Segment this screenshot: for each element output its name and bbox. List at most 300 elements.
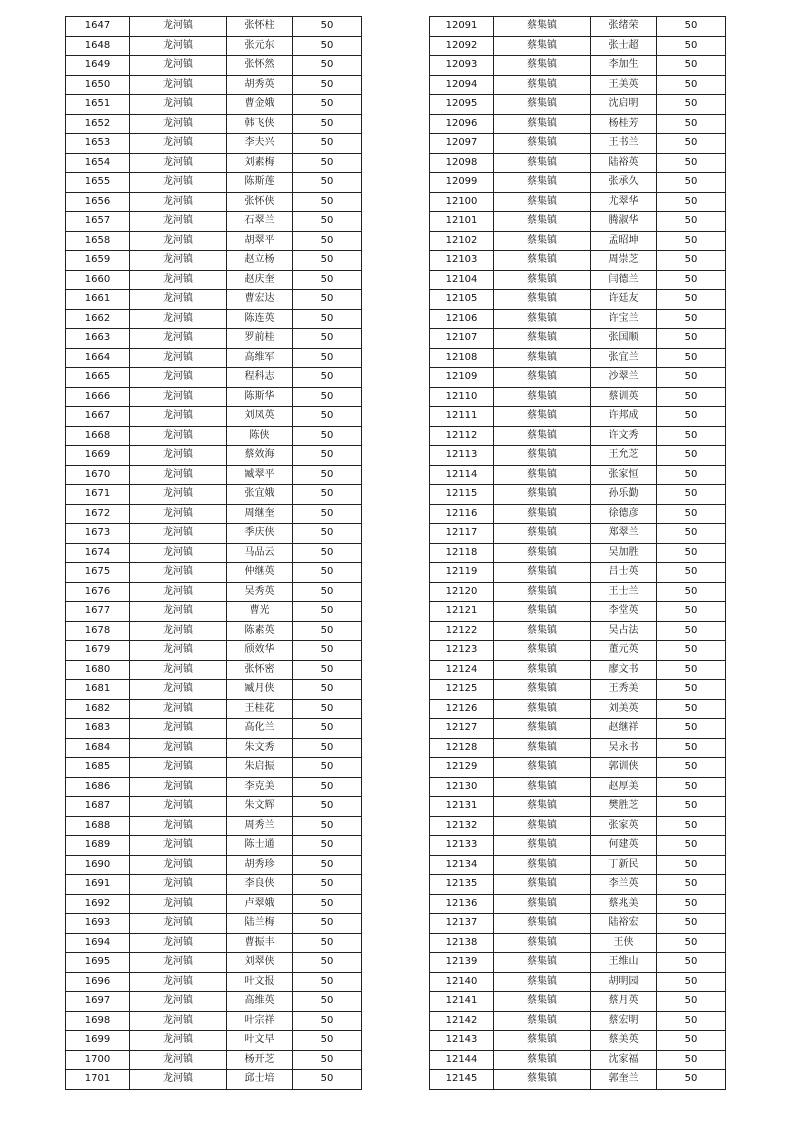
amount-cell: 50 <box>293 816 362 836</box>
amount-cell: 50 <box>657 1070 726 1090</box>
serial-number-cell: 12104 <box>430 270 494 290</box>
amount-cell: 50 <box>657 56 726 76</box>
serial-number-cell: 12118 <box>430 543 494 563</box>
township-cell: 龙河镇 <box>130 426 227 446</box>
table-row <box>66 524 362 544</box>
amount-cell: 50 <box>657 894 726 914</box>
township-cell: 龙河镇 <box>130 251 227 271</box>
amount-cell: 50 <box>657 992 726 1012</box>
name-cell: 郭训侠 <box>591 758 657 778</box>
table-row <box>66 95 362 115</box>
table-row <box>66 173 362 193</box>
serial-number-cell: 12098 <box>430 153 494 173</box>
township-cell: 龙河镇 <box>130 407 227 427</box>
serial-number-cell: 12135 <box>430 875 494 895</box>
amount-cell: 50 <box>293 1070 362 1090</box>
table-row <box>430 836 726 856</box>
name-cell: 陆裕英 <box>591 153 657 173</box>
serial-number-cell: 1659 <box>66 251 130 271</box>
table-row <box>66 407 362 427</box>
name-cell: 张家恒 <box>591 465 657 485</box>
serial-number-cell: 1699 <box>66 1031 130 1051</box>
name-cell: 吴占法 <box>591 621 657 641</box>
amount-cell: 50 <box>293 407 362 427</box>
township-cell: 龙河镇 <box>130 75 227 95</box>
serial-number-cell: 1673 <box>66 524 130 544</box>
township-cell: 蔡集镇 <box>494 485 591 505</box>
township-cell: 龙河镇 <box>130 1050 227 1070</box>
name-cell: 刘美英 <box>591 699 657 719</box>
township-cell: 龙河镇 <box>130 582 227 602</box>
amount-cell: 50 <box>657 855 726 875</box>
table-row <box>430 290 726 310</box>
name-cell: 颀效华 <box>227 641 293 661</box>
amount-cell: 50 <box>657 387 726 407</box>
township-cell: 龙河镇 <box>130 446 227 466</box>
amount-cell: 50 <box>657 17 726 37</box>
township-cell: 龙河镇 <box>130 875 227 895</box>
serial-number-cell: 1654 <box>66 153 130 173</box>
amount-cell: 50 <box>293 387 362 407</box>
township-cell: 蔡集镇 <box>494 270 591 290</box>
amount-cell: 50 <box>657 348 726 368</box>
serial-number-cell: 12111 <box>430 407 494 427</box>
serial-number-cell: 1647 <box>66 17 130 37</box>
name-cell: 胡秀英 <box>227 75 293 95</box>
serial-number-cell: 1658 <box>66 231 130 251</box>
table-row <box>66 894 362 914</box>
amount-cell: 50 <box>657 153 726 173</box>
name-cell: 董元英 <box>591 641 657 661</box>
table-row <box>66 1070 362 1090</box>
roster-table-right <box>429 16 726 1090</box>
serial-number-cell: 1692 <box>66 894 130 914</box>
serial-number-cell: 12142 <box>430 1011 494 1031</box>
name-cell: 王美英 <box>591 75 657 95</box>
amount-cell: 50 <box>293 231 362 251</box>
table-row <box>430 524 726 544</box>
roster-table-left <box>65 16 362 1090</box>
serial-number-cell: 1667 <box>66 407 130 427</box>
name-cell: 徐德彦 <box>591 504 657 524</box>
name-cell: 曹宏达 <box>227 290 293 310</box>
serial-number-cell: 1649 <box>66 56 130 76</box>
name-cell: 王侠 <box>591 933 657 953</box>
table-row <box>66 816 362 836</box>
amount-cell: 50 <box>293 329 362 349</box>
serial-number-cell: 12128 <box>430 738 494 758</box>
township-cell: 蔡集镇 <box>494 953 591 973</box>
township-cell: 蔡集镇 <box>494 602 591 622</box>
amount-cell: 50 <box>657 134 726 154</box>
township-cell: 蔡集镇 <box>494 875 591 895</box>
amount-cell: 50 <box>293 914 362 934</box>
table-row <box>66 836 362 856</box>
township-cell: 龙河镇 <box>130 836 227 856</box>
name-cell: 胡翠平 <box>227 231 293 251</box>
table-row <box>430 563 726 583</box>
name-cell: 张怀柱 <box>227 17 293 37</box>
township-cell: 蔡集镇 <box>494 1050 591 1070</box>
serial-number-cell: 1677 <box>66 602 130 622</box>
table-row <box>430 485 726 505</box>
serial-number-cell: 12125 <box>430 680 494 700</box>
serial-number-cell: 12122 <box>430 621 494 641</box>
table-row <box>66 251 362 271</box>
township-cell: 龙河镇 <box>130 348 227 368</box>
amount-cell: 50 <box>657 914 726 934</box>
amount-cell: 50 <box>293 368 362 388</box>
township-cell: 蔡集镇 <box>494 504 591 524</box>
name-cell: 李堂英 <box>591 602 657 622</box>
township-cell: 龙河镇 <box>130 621 227 641</box>
table-row <box>430 95 726 115</box>
township-cell: 龙河镇 <box>130 699 227 719</box>
name-cell: 王士兰 <box>591 582 657 602</box>
table-row <box>430 504 726 524</box>
name-cell: 赵庆奎 <box>227 270 293 290</box>
name-cell: 李夫兴 <box>227 134 293 154</box>
table-row <box>430 329 726 349</box>
name-cell: 王允芝 <box>591 446 657 466</box>
name-cell: 丁新民 <box>591 855 657 875</box>
serial-number-cell: 12108 <box>430 348 494 368</box>
amount-cell: 50 <box>293 17 362 37</box>
amount-cell: 50 <box>293 504 362 524</box>
township-cell: 龙河镇 <box>130 270 227 290</box>
township-cell: 蔡集镇 <box>494 836 591 856</box>
serial-number-cell: 1691 <box>66 875 130 895</box>
amount-cell: 50 <box>293 153 362 173</box>
table-row <box>66 270 362 290</box>
name-cell: 吴加胜 <box>591 543 657 563</box>
name-cell: 张怀侠 <box>227 192 293 212</box>
name-cell: 陆裕宏 <box>591 914 657 934</box>
township-cell: 蔡集镇 <box>494 134 591 154</box>
township-cell: 龙河镇 <box>130 134 227 154</box>
township-cell: 蔡集镇 <box>494 1011 591 1031</box>
table-row <box>66 797 362 817</box>
township-cell: 龙河镇 <box>130 1070 227 1090</box>
amount-cell: 50 <box>657 758 726 778</box>
township-cell: 龙河镇 <box>130 972 227 992</box>
amount-cell: 50 <box>657 641 726 661</box>
amount-cell: 50 <box>293 719 362 739</box>
serial-number-cell: 12139 <box>430 953 494 973</box>
name-cell: 陆兰梅 <box>227 914 293 934</box>
serial-number-cell: 12131 <box>430 797 494 817</box>
township-cell: 龙河镇 <box>130 797 227 817</box>
township-cell: 龙河镇 <box>130 738 227 758</box>
name-cell: 陈素英 <box>227 621 293 641</box>
serial-number-cell: 12134 <box>430 855 494 875</box>
table-row <box>430 56 726 76</box>
township-cell: 龙河镇 <box>130 524 227 544</box>
township-cell: 龙河镇 <box>130 114 227 134</box>
township-cell: 蔡集镇 <box>494 329 591 349</box>
name-cell: 张宜娥 <box>227 485 293 505</box>
table-row <box>66 36 362 56</box>
name-cell: 胡秀珍 <box>227 855 293 875</box>
serial-number-cell: 12121 <box>430 602 494 622</box>
serial-number-cell: 1669 <box>66 446 130 466</box>
township-cell: 龙河镇 <box>130 855 227 875</box>
amount-cell: 50 <box>293 173 362 193</box>
township-cell: 龙河镇 <box>130 192 227 212</box>
name-cell: 周继奎 <box>227 504 293 524</box>
table-row <box>430 387 726 407</box>
serial-number-cell: 1662 <box>66 309 130 329</box>
name-cell: 马品云 <box>227 543 293 563</box>
name-cell: 王桂花 <box>227 699 293 719</box>
township-cell: 蔡集镇 <box>494 543 591 563</box>
name-cell: 陈侠 <box>227 426 293 446</box>
table-row <box>430 758 726 778</box>
township-cell: 蔡集镇 <box>494 816 591 836</box>
serial-number-cell: 12114 <box>430 465 494 485</box>
serial-number-cell: 1701 <box>66 1070 130 1090</box>
table-row <box>430 1011 726 1031</box>
township-cell: 蔡集镇 <box>494 797 591 817</box>
table-row <box>66 777 362 797</box>
serial-number-cell: 1695 <box>66 953 130 973</box>
township-cell: 蔡集镇 <box>494 75 591 95</box>
name-cell: 尤翠华 <box>591 192 657 212</box>
serial-number-cell: 12110 <box>430 387 494 407</box>
table-row <box>66 582 362 602</box>
name-cell: 朱启振 <box>227 758 293 778</box>
serial-number-cell: 12132 <box>430 816 494 836</box>
township-cell: 蔡集镇 <box>494 680 591 700</box>
serial-number-cell: 12091 <box>430 17 494 37</box>
amount-cell: 50 <box>293 309 362 329</box>
township-cell: 蔡集镇 <box>494 719 591 739</box>
table-row <box>430 1070 726 1090</box>
township-cell: 蔡集镇 <box>494 446 591 466</box>
table-row <box>430 875 726 895</box>
amount-cell: 50 <box>657 251 726 271</box>
township-cell: 蔡集镇 <box>494 524 591 544</box>
name-cell: 张宜兰 <box>591 348 657 368</box>
table-row <box>66 309 362 329</box>
table-row <box>66 972 362 992</box>
amount-cell: 50 <box>293 992 362 1012</box>
name-cell: 陈士通 <box>227 836 293 856</box>
amount-cell: 50 <box>657 231 726 251</box>
township-cell: 蔡集镇 <box>494 251 591 271</box>
name-cell: 石翠兰 <box>227 212 293 232</box>
serial-number-cell: 12127 <box>430 719 494 739</box>
table-row <box>66 290 362 310</box>
township-cell: 龙河镇 <box>130 231 227 251</box>
serial-number-cell: 12126 <box>430 699 494 719</box>
name-cell: 张绪荣 <box>591 17 657 37</box>
table-row <box>66 426 362 446</box>
table-row <box>66 56 362 76</box>
name-cell: 何建英 <box>591 836 657 856</box>
amount-cell: 50 <box>293 699 362 719</box>
township-cell: 蔡集镇 <box>494 894 591 914</box>
amount-cell: 50 <box>293 855 362 875</box>
serial-number-cell: 1675 <box>66 563 130 583</box>
name-cell: 周秀兰 <box>227 816 293 836</box>
serial-number-cell: 1688 <box>66 816 130 836</box>
amount-cell: 50 <box>657 426 726 446</box>
amount-cell: 50 <box>657 173 726 193</box>
amount-cell: 50 <box>657 75 726 95</box>
table-row <box>430 231 726 251</box>
amount-cell: 50 <box>657 621 726 641</box>
table-row <box>430 621 726 641</box>
amount-cell: 50 <box>657 933 726 953</box>
table-row <box>430 407 726 427</box>
name-cell: 张国顺 <box>591 329 657 349</box>
amount-cell: 50 <box>293 426 362 446</box>
serial-number-cell: 12138 <box>430 933 494 953</box>
name-cell: 张士超 <box>591 36 657 56</box>
serial-number-cell: 12123 <box>430 641 494 661</box>
serial-number-cell: 1700 <box>66 1050 130 1070</box>
township-cell: 蔡集镇 <box>494 933 591 953</box>
township-cell: 龙河镇 <box>130 660 227 680</box>
serial-number-cell: 1665 <box>66 368 130 388</box>
serial-number-cell: 1661 <box>66 290 130 310</box>
table-row <box>430 719 726 739</box>
amount-cell: 50 <box>657 816 726 836</box>
table-row <box>430 348 726 368</box>
amount-cell: 50 <box>293 836 362 856</box>
table-row <box>66 738 362 758</box>
name-cell: 周崇芝 <box>591 251 657 271</box>
amount-cell: 50 <box>657 972 726 992</box>
serial-number-cell: 12096 <box>430 114 494 134</box>
table-row <box>66 134 362 154</box>
table-row <box>430 602 726 622</box>
serial-number-cell: 12133 <box>430 836 494 856</box>
name-cell: 曹光 <box>227 602 293 622</box>
table-row <box>430 972 726 992</box>
township-cell: 蔡集镇 <box>494 660 591 680</box>
name-cell: 李克美 <box>227 777 293 797</box>
name-cell: 叶宗祥 <box>227 1011 293 1031</box>
amount-cell: 50 <box>293 134 362 154</box>
amount-cell: 50 <box>293 875 362 895</box>
serial-number-cell: 12106 <box>430 309 494 329</box>
amount-cell: 50 <box>293 563 362 583</box>
table-row <box>66 192 362 212</box>
amount-cell: 50 <box>657 368 726 388</box>
township-cell: 蔡集镇 <box>494 290 591 310</box>
amount-cell: 50 <box>293 524 362 544</box>
table-row <box>430 134 726 154</box>
serial-number-cell: 1697 <box>66 992 130 1012</box>
serial-number-cell: 1650 <box>66 75 130 95</box>
table-row <box>430 816 726 836</box>
amount-cell: 50 <box>657 485 726 505</box>
amount-cell: 50 <box>293 641 362 661</box>
name-cell: 张怀密 <box>227 660 293 680</box>
name-cell: 张家英 <box>591 816 657 836</box>
name-cell: 叶文早 <box>227 1031 293 1051</box>
township-cell: 蔡集镇 <box>494 231 591 251</box>
serial-number-cell: 1683 <box>66 719 130 739</box>
table-row <box>66 914 362 934</box>
name-cell: 许廷友 <box>591 290 657 310</box>
name-cell: 许文秀 <box>591 426 657 446</box>
amount-cell: 50 <box>293 758 362 778</box>
township-cell: 龙河镇 <box>130 173 227 193</box>
serial-number-cell: 1664 <box>66 348 130 368</box>
amount-cell: 50 <box>293 933 362 953</box>
table-row <box>66 387 362 407</box>
township-cell: 龙河镇 <box>130 212 227 232</box>
serial-number-cell: 1678 <box>66 621 130 641</box>
serial-number-cell: 12094 <box>430 75 494 95</box>
name-cell: 许宝兰 <box>591 309 657 329</box>
amount-cell: 50 <box>293 777 362 797</box>
township-cell: 蔡集镇 <box>494 855 591 875</box>
amount-cell: 50 <box>657 290 726 310</box>
name-cell: 仲继英 <box>227 563 293 583</box>
table-row <box>430 953 726 973</box>
table-row <box>430 738 726 758</box>
amount-cell: 50 <box>657 1031 726 1051</box>
table-row <box>430 192 726 212</box>
table-row <box>430 777 726 797</box>
serial-number-cell: 12144 <box>430 1050 494 1070</box>
table-row <box>66 992 362 1012</box>
township-cell: 蔡集镇 <box>494 738 591 758</box>
name-cell: 孟昭坤 <box>591 231 657 251</box>
township-cell: 蔡集镇 <box>494 348 591 368</box>
name-cell: 李良侠 <box>227 875 293 895</box>
amount-cell: 50 <box>293 660 362 680</box>
township-cell: 蔡集镇 <box>494 1070 591 1090</box>
serial-number-cell: 1670 <box>66 465 130 485</box>
amount-cell: 50 <box>293 251 362 271</box>
serial-number-cell: 12143 <box>430 1031 494 1051</box>
serial-number-cell: 12136 <box>430 894 494 914</box>
name-cell: 曹振丰 <box>227 933 293 953</box>
serial-number-cell: 1682 <box>66 699 130 719</box>
table-row <box>430 251 726 271</box>
serial-number-cell: 12107 <box>430 329 494 349</box>
township-cell: 龙河镇 <box>130 387 227 407</box>
name-cell: 曹金娥 <box>227 95 293 115</box>
amount-cell: 50 <box>657 953 726 973</box>
table-row <box>66 1031 362 1051</box>
township-cell: 龙河镇 <box>130 309 227 329</box>
table-row <box>430 212 726 232</box>
name-cell: 邱士培 <box>227 1070 293 1090</box>
amount-cell: 50 <box>657 329 726 349</box>
amount-cell: 50 <box>657 563 726 583</box>
table-row <box>66 114 362 134</box>
township-cell: 蔡集镇 <box>494 56 591 76</box>
table-row <box>66 329 362 349</box>
table-row <box>66 446 362 466</box>
amount-cell: 50 <box>657 719 726 739</box>
table-row <box>430 75 726 95</box>
table-row <box>66 953 362 973</box>
table-row <box>430 680 726 700</box>
table-row <box>66 933 362 953</box>
amount-cell: 50 <box>657 270 726 290</box>
amount-cell: 50 <box>657 875 726 895</box>
name-cell: 腾淑华 <box>591 212 657 232</box>
name-cell: 郭奎兰 <box>591 1070 657 1090</box>
name-cell: 刘凤英 <box>227 407 293 427</box>
